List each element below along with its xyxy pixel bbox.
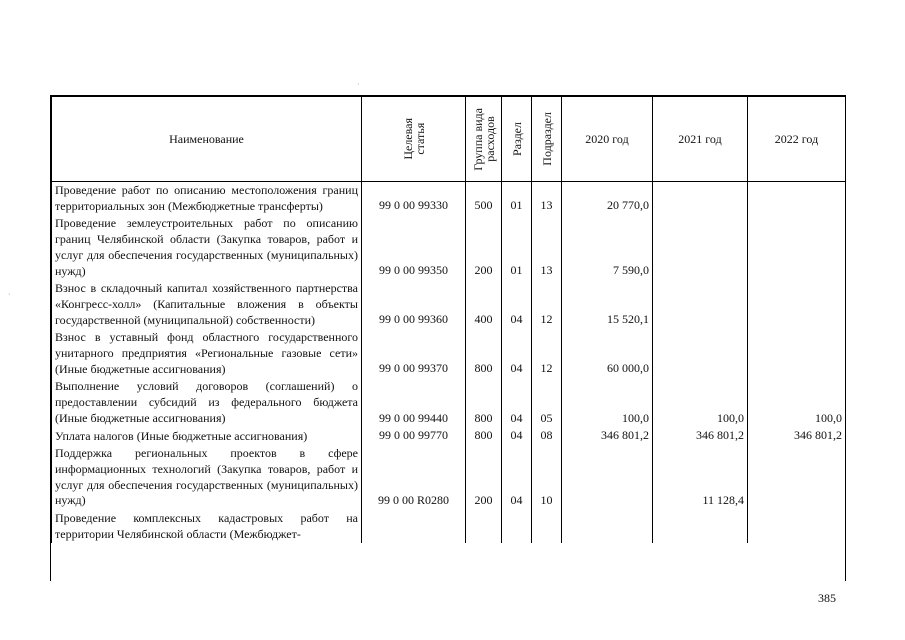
row-subsection: 12: [532, 329, 562, 378]
header-2020: 2020 год: [562, 97, 653, 182]
row-group: 200: [466, 445, 502, 510]
row-2020: [562, 510, 653, 543]
row-2021: 100,0: [653, 378, 748, 427]
row-target: [362, 510, 466, 543]
header-section-label: Раздел: [509, 122, 524, 156]
row-name: Взнос в уставный фонд областного государственного унитарного предприятия «Региональные газовые сети» (Иные бюджетные ассигнования): [52, 329, 362, 378]
row-2021: 11 128,4: [653, 445, 748, 510]
header-section: [502, 97, 532, 182]
row-2020: 7 590,0: [562, 215, 653, 280]
header-subsection: [532, 97, 562, 182]
row-2020: 60 000,0: [562, 329, 653, 378]
table-row: [52, 329, 846, 378]
scan-artifact: ·: [357, 80, 360, 89]
table-row: [52, 428, 846, 446]
row-group: 400: [466, 280, 502, 329]
row-target: 99 0 00 99350: [362, 215, 466, 280]
row-2022: 346 801,2: [748, 428, 846, 446]
row-name: Проведение работ по описанию местоположения границ территориальных зон (Межбюджетные трансферты): [52, 182, 362, 216]
row-section: 01: [502, 182, 532, 216]
row-2022: [748, 215, 846, 280]
table-row: [52, 445, 846, 510]
row-target: 99 0 00 99330: [362, 182, 466, 216]
row-2021: [653, 280, 748, 329]
table-row: [52, 378, 846, 427]
row-section: 04: [502, 428, 532, 446]
row-target: 99 0 00 99370: [362, 329, 466, 378]
row-2022: [748, 280, 846, 329]
header-group-label: Группа вида расходов: [470, 107, 497, 171]
row-subsection: 13: [532, 215, 562, 280]
table-row: [52, 182, 846, 216]
row-name: Выполнение условий договоров (соглашений) о предоставлении субсидий из федерального бюджета (Иные бюджетные ассигнования): [52, 378, 362, 427]
header-name: Наименование: [52, 97, 362, 182]
row-2022: [748, 182, 846, 216]
row-name: Проведение комплексных кадастровых работ на территории Челябинской области (Межбюджет-: [52, 510, 362, 543]
row-2020: 100,0: [562, 378, 653, 427]
table-row: [52, 280, 846, 329]
row-subsection: 13: [532, 182, 562, 216]
row-group: 200: [466, 215, 502, 280]
row-2020: [562, 445, 653, 510]
row-section: 04: [502, 280, 532, 329]
row-name: Уплата налогов (Иные бюджетные ассигнования): [52, 428, 362, 446]
header-2022: 2022 год: [748, 97, 846, 182]
header-subsection-label: Подраздел: [539, 112, 554, 166]
row-group: 800: [466, 378, 502, 427]
row-2021: 346 801,2: [653, 428, 748, 446]
row-2020: 15 520,1: [562, 280, 653, 329]
header-group: [466, 97, 502, 182]
row-2020: 20 770,0: [562, 182, 653, 216]
row-2022: [748, 445, 846, 510]
row-section: [502, 510, 532, 543]
header-target-label: Целевая статья: [400, 118, 427, 160]
row-target: 99 0 00 99440: [362, 378, 466, 427]
row-2021: [653, 182, 748, 216]
table-row: [52, 510, 846, 543]
table-row: [52, 215, 846, 280]
row-group: 800: [466, 329, 502, 378]
row-target: 99 0 00 99360: [362, 280, 466, 329]
row-2021: [653, 329, 748, 378]
scan-artifact: ·: [8, 290, 11, 299]
row-name: Проведение землеустроительных работ по описанию границ Челябинской области (Закупка товаров, работ и услуг для обеспечения государственных (муниципальных) нужд): [52, 215, 362, 280]
header-2021: 2021 год: [653, 97, 748, 182]
row-2021: [653, 510, 748, 543]
row-section: 01: [502, 215, 532, 280]
row-2020: 346 801,2: [562, 428, 653, 446]
budget-table: [51, 96, 846, 543]
header-target: [362, 97, 466, 182]
row-name: Поддержка региональных проектов в сфере информационных технологий (Закупка товаров, работ и услуг для обеспечения государственных (муниципальных) нужд): [52, 445, 362, 510]
row-group: 800: [466, 428, 502, 446]
row-group: [466, 510, 502, 543]
row-subsection: 10: [532, 445, 562, 510]
row-target: 99 0 00 99770: [362, 428, 466, 446]
row-subsection: 12: [532, 280, 562, 329]
row-2022: [748, 510, 846, 543]
row-name: Взнос в складочный капитал хозяйственного партнерства «Конгресс-холл» (Капитальные вложения в объекты государственной (муниципальной) собственности): [52, 280, 362, 329]
budget-table-container: [50, 95, 846, 581]
row-2022: [748, 329, 846, 378]
row-2022: 100,0: [748, 378, 846, 427]
row-2021: [653, 215, 748, 280]
row-section: 04: [502, 329, 532, 378]
row-subsection: 08: [532, 428, 562, 446]
page-number: 385: [818, 591, 836, 605]
row-target: 99 0 00 R0280: [362, 445, 466, 510]
row-subsection: 05: [532, 378, 562, 427]
row-subsection: [532, 510, 562, 543]
row-section: 04: [502, 445, 532, 510]
row-section: 04: [502, 378, 532, 427]
table-header-row: [52, 97, 846, 182]
row-group: 500: [466, 182, 502, 216]
